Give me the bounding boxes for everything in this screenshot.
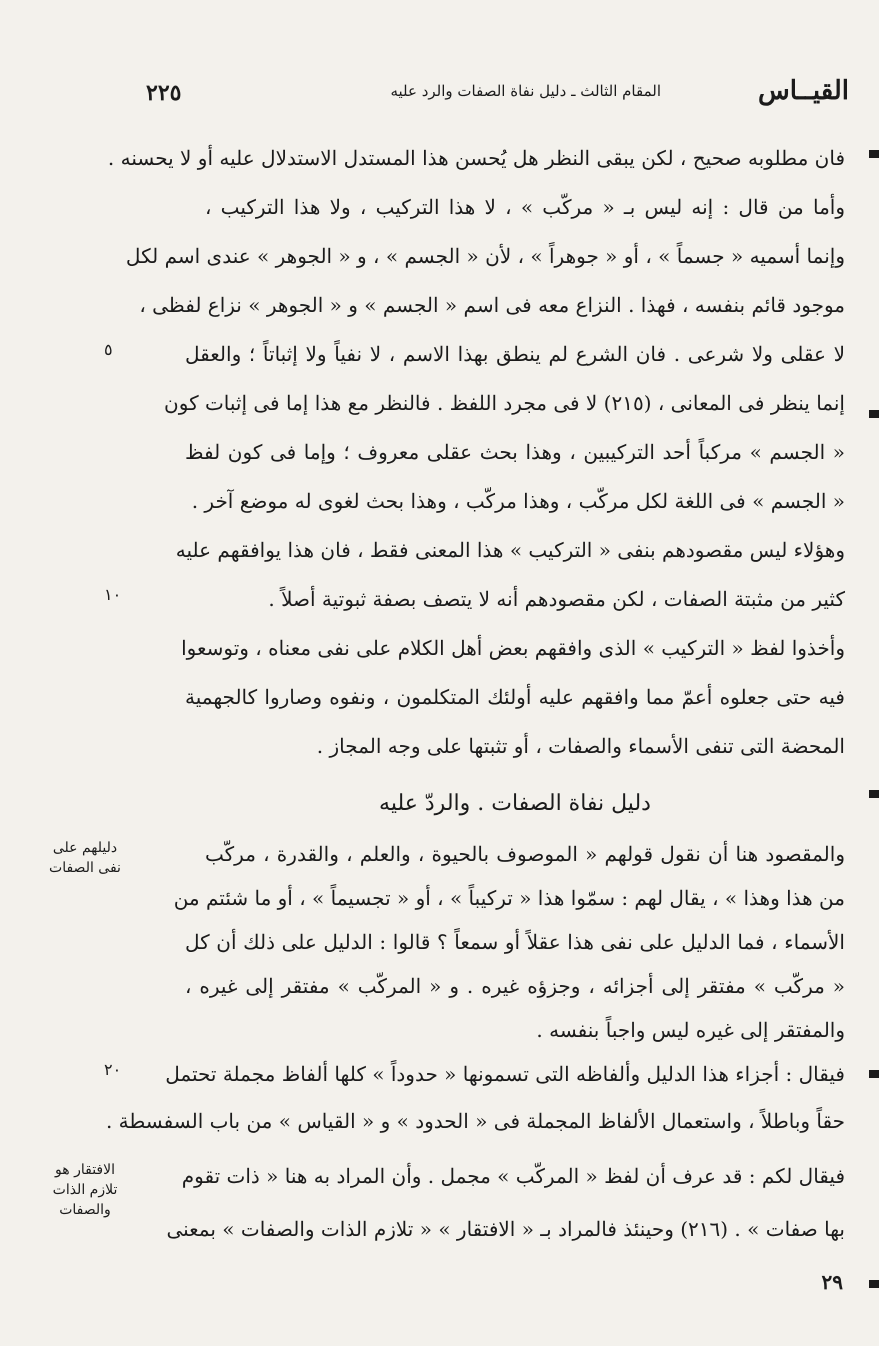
text-line: وهؤلاء ليس مقصودهم بنفى « التركيب » هذا المعنى فقط ، فان هذا يوافقهم عليه <box>175 538 845 562</box>
text-line: وأخذوا لفظ « التركيب » الذى وافقهم بعض أهل الكلام على نفى معناه ، وتوسعوا <box>181 636 845 660</box>
text-line: « الجسم » مركباً أحد التركيبين ، وهذا بحث عقلى معروف ؛ وإما فى كون لفظ <box>185 440 845 464</box>
text-line: « الجسم » فى اللغة لكل مركّب ، وهذا مركّب ، وهذا بحث لغوى له موضع آخر . <box>191 489 845 513</box>
text-line: لا عقلى ولا شرعى . فان الشرع لم ينطق بهذا الاسم ، لا نفياً ولا إثباتاً ؛ والعقل <box>185 342 845 366</box>
text-line: حقاً وباطلاً ، واستعمال الألفاظ المجملة فى « الحدود » و « القياس » من باب السفسطة . <box>105 1109 845 1133</box>
margin-note: الافتقار هو تلازم الذات والصفات <box>52 1162 118 1218</box>
margin-note: دليلهم على نفى الصفات <box>49 840 121 876</box>
line-number: ٥ <box>104 340 113 359</box>
text-line: كثير من مثبتة الصفات ، لكن مقصودهم أنه لا يتصف بصفة ثبوتية أصلاً . <box>268 587 845 611</box>
text-line: من هذا وهذا » ، يقال لهم : سمّوا هذا « تركيباً » ، أو « تجسيماً » ، أو ما شئتم من <box>173 886 845 910</box>
text-line: إنما ينظر فى المعانى ، (٢١٥) لا فى مجرد اللفظ . فالنظر مع هذا إما فى إثبات كون <box>164 391 845 415</box>
line-number: ١٠ <box>104 585 122 604</box>
signature-mark: ٢٩ <box>821 1270 843 1294</box>
text-line: والمفتقر إلى غيره ليس واجباً بنفسه . <box>536 1018 845 1042</box>
text-line: فيه حتى جعلوه أعمّ مما وافقهم عليه أولئك المتكلمون ، ونفوه وصاروا كالجهمية <box>185 685 845 709</box>
text-line: فان مطلوبه صحيح ، لكن يبقى النظر هل يُحسن هذا المستدل الاستدلال عليه أو لا يحسنه . <box>107 146 845 170</box>
running-head: المقام الثالث ـ دليل نفاة الصفات والرد عليه <box>390 82 661 100</box>
text-line: موجود قائم بنفسه ، فهذا . النزاع معه فى اسم « الجسم » و « الجوهر » نزاع لفظى ، <box>139 293 845 317</box>
text-line: وإنما أسميه « جسماً » ، أو « جوهراً » ، لأن « الجسم » ، و « الجوهر » عندى اسم لكل <box>125 244 845 268</box>
page-number: ٢٢٥ <box>146 80 182 106</box>
text-line: وأما من قال : إنه ليس بـ « مركّب » ، لا هذا التركيب ، ولا هذا التركيب ، <box>205 195 845 219</box>
section-title: القيــاس <box>757 76 849 106</box>
section-heading: دليل نفاة الصفات . والردّ عليه <box>379 791 651 816</box>
text-line: « مركّب » مفتقر إلى أجزائه ، وجزؤه غيره . و « المركّب » مفتقر إلى غيره ، <box>185 974 845 998</box>
text-line: بها صفات » . (٢١٦) وحينئذ فالمراد بـ « الافتقار » « تلازم الذات والصفات » بمعنى <box>166 1217 845 1241</box>
text-line: فيقال لكم : قد عرف أن لفظ « المركّب » مجمل . وأن المراد به هنا « ذات تقوم <box>181 1164 845 1188</box>
text-line: المحضة التى تنفى الأسماء والصفات ، أو تثبتها على وجه المجاز . <box>316 734 845 758</box>
text-line: فيقال : أجزاء هذا الدليل وألفاظه التى تسمونها « حدوداً » كلها ألفاظ مجملة تحتمل <box>165 1062 845 1086</box>
text-line: والمقصود هنا أن نقول قولهم « الموصوف بالحيوة ، والعلم ، والقدرة ، مركّب <box>205 842 845 866</box>
line-number: ٢٠ <box>104 1060 122 1079</box>
text-line: الأسماء ، فما الدليل على نفى هذا عقلاً أو سمعاً ؟ قالوا : الدليل على ذلك أن كل <box>185 930 845 954</box>
